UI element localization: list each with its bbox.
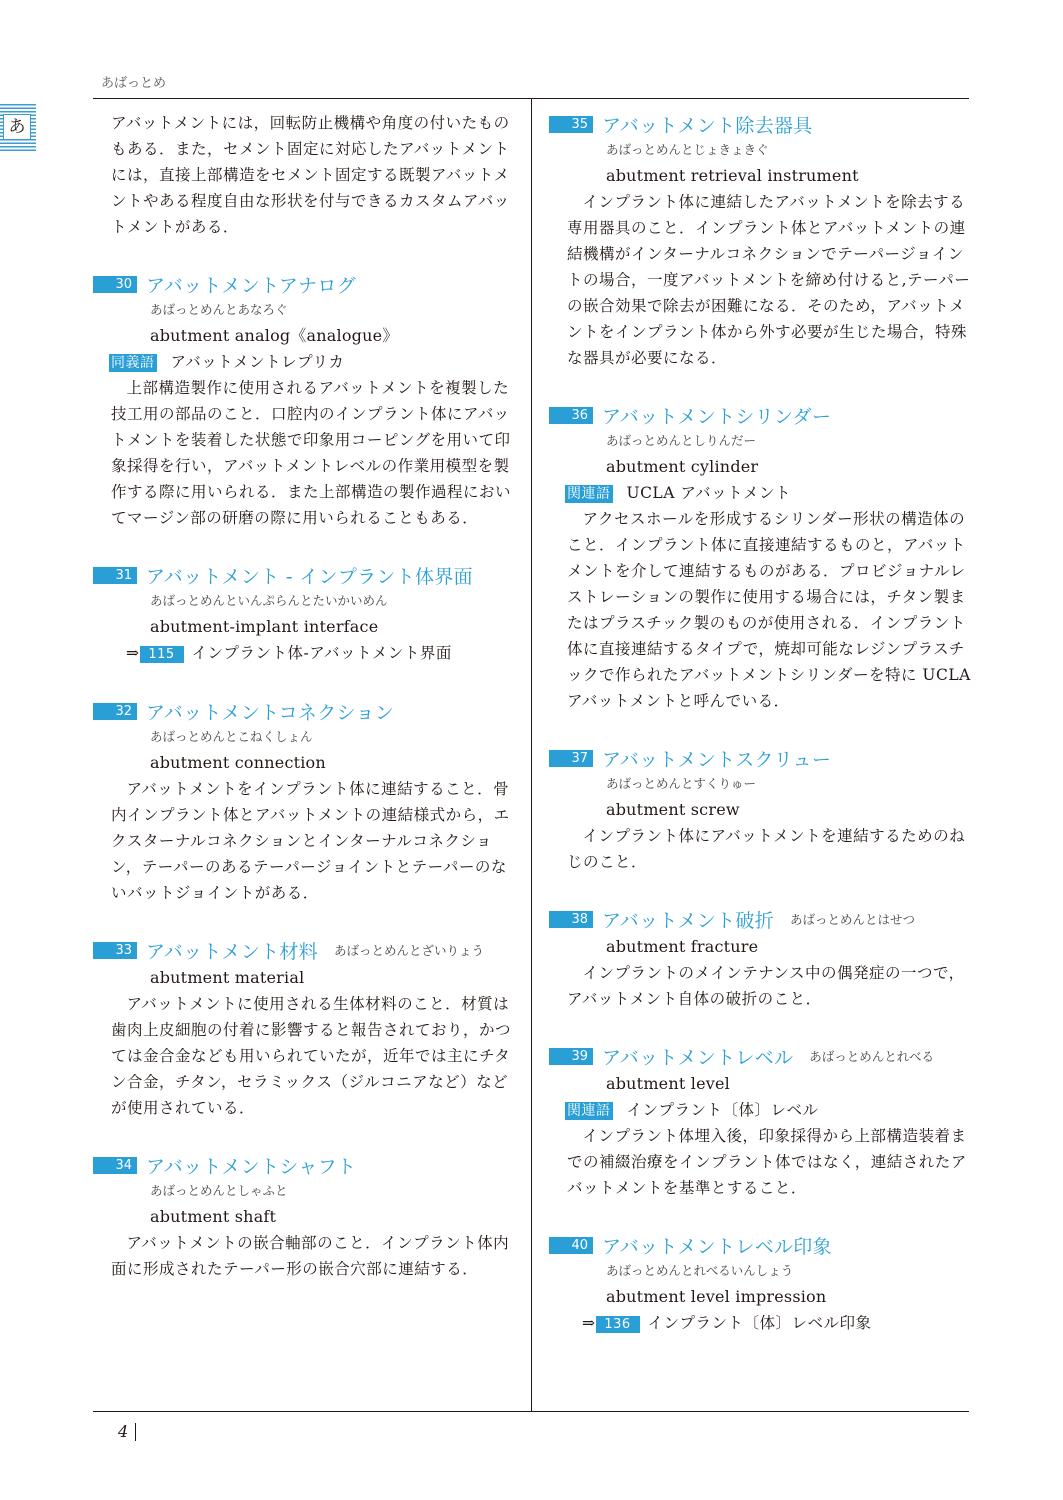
entry-term: アバットメントアナログ [146, 274, 357, 297]
entry-term: アバットメントレベル [602, 1046, 794, 1069]
entry-39 [567, 1042, 971, 1201]
entry-body: インプラントのメインテナンス中の偶発症の一つで，アバットメント自体の破折のこと． [567, 964, 965, 1008]
bottom-rule [93, 1411, 969, 1412]
entry-35 [567, 110, 971, 371]
entry-term: アバットメント - インプラント体界面 [146, 565, 473, 588]
cross-reference[interactable] [582, 1310, 971, 1337]
entry-heading [549, 1042, 971, 1070]
entry-heading [93, 270, 515, 298]
entry-37 [567, 744, 971, 875]
right-column [567, 110, 971, 1337]
entry-reading: あばっとめんとざいりょう [334, 943, 485, 958]
entry-body: アバットメントをインプラント体に連結すること．骨内インプラント体とアバットメントの連結様式から，エクスターナルコネクションとインターナルコネクション，テーパーのあるテーパージョイントとテーパーのないバットジョイントがある． [111, 780, 510, 902]
entry-number: 40 [549, 1237, 593, 1254]
entry-reading: あばっとめんとれべるいんしょう [606, 1263, 794, 1278]
entry-term: アバットメントスクリュー [602, 748, 832, 771]
entry-number: 38 [549, 911, 593, 928]
entry-english: abutment retrieval instrument [606, 166, 859, 185]
entry-number: 34 [93, 1157, 137, 1174]
entry-body: アクセスホールを形成するシリンダー形状の構造体のこと．インプラント体に直接連結するものと，アバットメントを介して連結するものがある．プロビジョナルレストレーションの製作に使用する場合には，チタン製またはプラスチック製のものが使用される．インプラント体に直接連結するタイプで，焼却可能なレジンプラスチックで作られたアバットメントシリンダーを特に UCLA アバットメントと呼んでいる． [567, 510, 971, 710]
entry-number: 39 [549, 1048, 593, 1065]
entry-36 [567, 401, 971, 714]
cross-reference-text: インプラント体-アバットメント界面 [191, 644, 452, 662]
arrow-icon: ⇒ [126, 644, 140, 662]
entry-heading [93, 1151, 515, 1179]
entry-38 [567, 905, 971, 1012]
running-head: あばっとめ [101, 76, 167, 91]
entry-term: アバットメント除去器具 [602, 114, 813, 137]
entry-heading [549, 110, 971, 138]
related-term-line [565, 480, 971, 506]
entry-34 [111, 1151, 515, 1282]
entry-heading [549, 905, 971, 933]
entry-body: アバットメントに使用される生体材料のこと．材質は歯肉上皮細胞の付着に影響すると報告されており，かつては金合金なども用いられていたが，近年では主にチタン合金，チタン，セラミックス（ジルコニアなど）などが使用されている． [111, 995, 512, 1117]
entry-number: 31 [93, 567, 137, 584]
entry-body: アバットメントの嵌合軸部のこと．インプラント体内面に形成されたテーパー形の嵌合穴部に連結する． [111, 1234, 510, 1278]
entry-term: アバットメントコネクション [146, 701, 395, 724]
entry-term: アバットメント破折 [602, 909, 774, 932]
cross-reference[interactable] [126, 640, 515, 667]
synonym-line [109, 349, 515, 375]
continued-paragraph: アバットメントには，回転防止機構や角度の付いたものもある．また，セメント固定に対応したアバットメントには，直接上部構造をセメント固定する既製アバットメントやある程度自由な形状を付与できるカスタムアバットメントがある． [111, 114, 510, 236]
entry-english: abutment-implant interface [150, 617, 379, 636]
entry-40 [567, 1231, 971, 1337]
left-column [111, 110, 515, 1282]
synonym-text: アバットメントレプリカ [170, 353, 345, 371]
entry-english: abutment cylinder [606, 457, 759, 476]
entry-33 [111, 936, 515, 1121]
column-divider [531, 98, 532, 1412]
entry-number: 33 [93, 942, 137, 959]
entry-term: アバットメントシリンダー [602, 405, 832, 428]
entry-body: インプラント体に連結したアバットメントを除去する専用器具のこと．インプラント体とアバットメントの連結機構がインターナルコネクションでテーパージョイントの場合，一度アバットメントを締め付けると,テーパーの嵌合効果で除去が困難になる．そのため，アバットメントをインプラント体から外す必要が生じた場合，特殊な器具が必要になる． [567, 193, 971, 367]
entry-body: 上部構造製作に使用されるアバットメントを複製した技工用の部品のこと．口腔内のインプラント体にアバットメントを装着した状態で印象用コーピングを用いて印象採得を行い，アバットメントレベルの作業用模型を製作する際に用いられる．また上部構造の製作過程においてマージン部の研磨の際に用いられることもある． [111, 379, 512, 527]
entry-number: 35 [549, 116, 593, 133]
entry-reading: あばっとめんとすくりゅー [606, 776, 757, 791]
entry-reading: あばっとめんとはせつ [790, 912, 916, 927]
entry-31 [111, 561, 515, 667]
entry-english: abutment analog《analogue》 [150, 326, 399, 345]
entry-reading: あばっとめんとしゃふと [150, 1183, 288, 1198]
entry-heading [549, 744, 971, 772]
entry-32 [111, 697, 515, 906]
cross-reference-number[interactable]: 115 [140, 646, 184, 663]
page-number: 4 [118, 1423, 136, 1441]
entry-english: abutment level impression [606, 1287, 827, 1306]
entry-term: アバットメントシャフト [146, 1155, 357, 1178]
arrow-icon: ⇒ [582, 1314, 596, 1332]
related-term-line [565, 1097, 971, 1123]
index-thumb-tab[interactable] [0, 104, 36, 152]
related-term-tag: 関連語 [567, 1103, 611, 1119]
entry-heading [93, 936, 515, 964]
entry-body: インプラント体にアバットメントを連結するためのねじのこと． [567, 827, 966, 871]
entry-heading [93, 561, 515, 589]
related-term-text: インプラント〔体〕レベル [626, 1101, 819, 1119]
entry-reading: あばっとめんとあなろぐ [150, 302, 288, 317]
entry-number: 37 [549, 750, 593, 767]
entry-30 [111, 270, 515, 531]
related-term-text: UCLA アバットメント [626, 484, 791, 502]
synonym-tag: 同義語 [111, 355, 155, 371]
entry-reading: あばっとめんといんぷらんとたいかいめん [150, 593, 388, 608]
entry-reading: あばっとめんとこねくしょん [150, 729, 313, 744]
cross-reference-text: インプラント〔体〕レベル印象 [647, 1314, 872, 1332]
entry-term: アバットメント材料 [146, 940, 318, 963]
thumb-tab-label: あ [3, 114, 31, 140]
entry-term: アバットメントレベル印象 [602, 1235, 832, 1258]
entry-english: abutment shaft [150, 1207, 277, 1226]
entry-english: abutment fracture [606, 937, 759, 956]
entry-reading: あばっとめんとしりんだー [606, 433, 757, 448]
entry-heading [93, 697, 515, 725]
entry-heading [549, 1231, 971, 1259]
related-term-tag: 関連語 [567, 486, 611, 502]
entry-reading: あばっとめんとれべる [809, 1049, 935, 1064]
entry-english: abutment connection [150, 753, 326, 772]
entry-english: abutment level [606, 1074, 730, 1093]
entry-number: 36 [549, 407, 593, 424]
entry-english: abutment material [150, 968, 305, 987]
entry-english: abutment screw [606, 800, 740, 819]
entry-body: インプラント体埋入後，印象採得から上部構造装着までの補綴治療をインプラント体ではなく，連結されたアバットメントを基準とすること． [567, 1127, 967, 1197]
entry-reading: あばっとめんとじょきょきぐ [606, 142, 769, 157]
cross-reference-number[interactable]: 136 [596, 1316, 640, 1333]
entry-heading [549, 401, 971, 429]
entry-number: 32 [93, 703, 137, 720]
entry-number: 30 [93, 276, 137, 293]
